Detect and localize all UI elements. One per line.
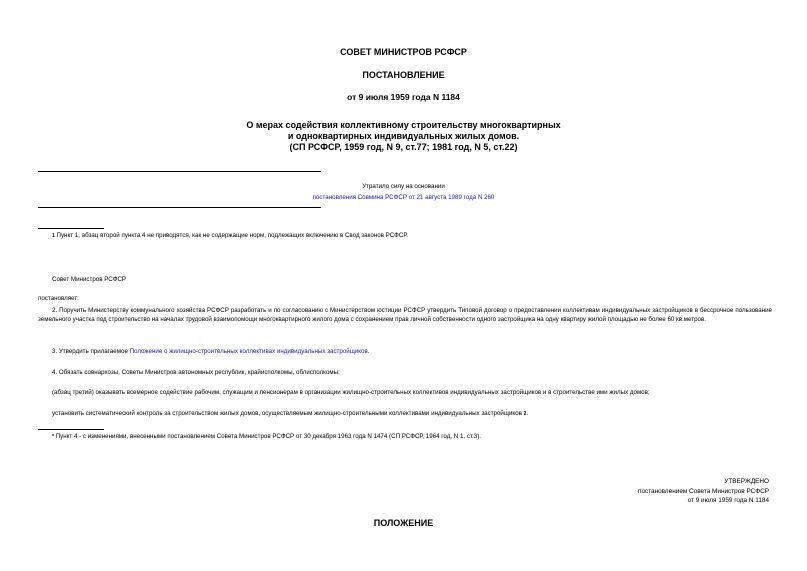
paragraph-4-clause-b-text: установить систематический контроль за строительством жилых домов, осуществляемым жилищно-строительными коллективами индивидуальных застройщиков (52, 410, 522, 417)
title-line-1: О мерах содействия коллективному строительству многоквартирных (246, 120, 561, 130)
paragraph-3-prefix: 3. Утвердить прилагаемое (52, 348, 130, 355)
issuer: Совет Министров РСФСР (52, 276, 127, 283)
regulation-link[interactable]: Положение о жилищно-строительных коллективах индивидуальных застройщиков (129, 348, 368, 355)
paragraph-2: 2. Поручить Министерству коммунального хозяйства РСФСР разработать и по согласованию с Министерством юстиции РСФСР утвердить Типовой договор о предоставлении коллективам индивидуальных застройщиков в бессрочное пользование земельного участка под строительство на началах трудовой взаимопомощи многоквартирного жилого дома с сохранением прав личной собственности одного застройщика на одну квартиру жилой площадью не более 60 кв.метров. (38, 307, 772, 323)
title-line-2: и одноквартирных индивидуальных жилых домов. (287, 131, 520, 141)
footnote-separator-2 (38, 429, 104, 430)
status-text: Утратило силу на основании (362, 183, 445, 190)
document-date: от 9 июля 1959 года N 1184 (347, 92, 460, 102)
approval-date: от 9 июля 1959 года N 1184 (687, 497, 769, 504)
paragraph-3 (52, 348, 786, 357)
footnote-1 (52, 232, 786, 241)
approval-authority: постановлением Совета Министров РСФСР (637, 487, 769, 495)
document-type-heading: ПОСТАНОВЛЕНИЕ (362, 70, 445, 80)
footnote-separator-1 (38, 228, 104, 229)
title-line-3: (СП РСФСР, 1959 год, N 9, ст.77; 1981 год, N 5, ст.22) (289, 142, 518, 152)
status-link[interactable]: постановления Совмина РСФСР от 21 августа 1989 года N 260 (312, 194, 495, 201)
footnote-2-text: Пункт 4 - с изменениями, внесенными постановлением Совета Министров РСФСР от 30 декабря 1963 года N 1474 (СП РСФСР, 1964 год, N 1, ст.3). (55, 433, 482, 440)
resolves-text: постановляет: (38, 295, 79, 302)
organization-heading: СОВЕТ МИНИСТРОВ РСФСР (340, 47, 467, 57)
paragraph-4: 4. Обязать совнархозы, Советы Министров автономных республик, крайисполкомы, облисполкомы: (52, 369, 340, 376)
paragraph-4-clause-b-end: . (526, 410, 529, 417)
paragraph-3-suffix: . (367, 348, 370, 355)
footnote-2 (52, 433, 786, 442)
footnote-2-ref: 2 (523, 411, 527, 417)
approval-label: УТВЕРЖДЕНО (724, 478, 769, 485)
document-title (0, 120, 807, 153)
divider-status (38, 207, 321, 208)
footnote-1-mark: 1 (52, 233, 55, 239)
appendix-title: ПОЛОЖЕНИЕ (373, 518, 434, 528)
approval-block (469, 477, 769, 506)
paragraph-4-clause-a: (абзац третий) оказывать всемерное содействие рабочим, служащим и пенсионерам в организации жилищно-строительных коллективов индивидуальных застройщиков и в строительстве ими жилых домов; (52, 389, 650, 396)
divider-top (38, 171, 321, 172)
status-block (0, 183, 807, 202)
footnote-1-text: Пункт 1, абзац второй пункта 4 не приводятся, как не содержащие норм, подлежащих включению в Свод законов РСФСР. (56, 232, 409, 239)
footnote-2-mark: * (52, 434, 54, 440)
paragraph-4-clause-b (52, 410, 772, 419)
